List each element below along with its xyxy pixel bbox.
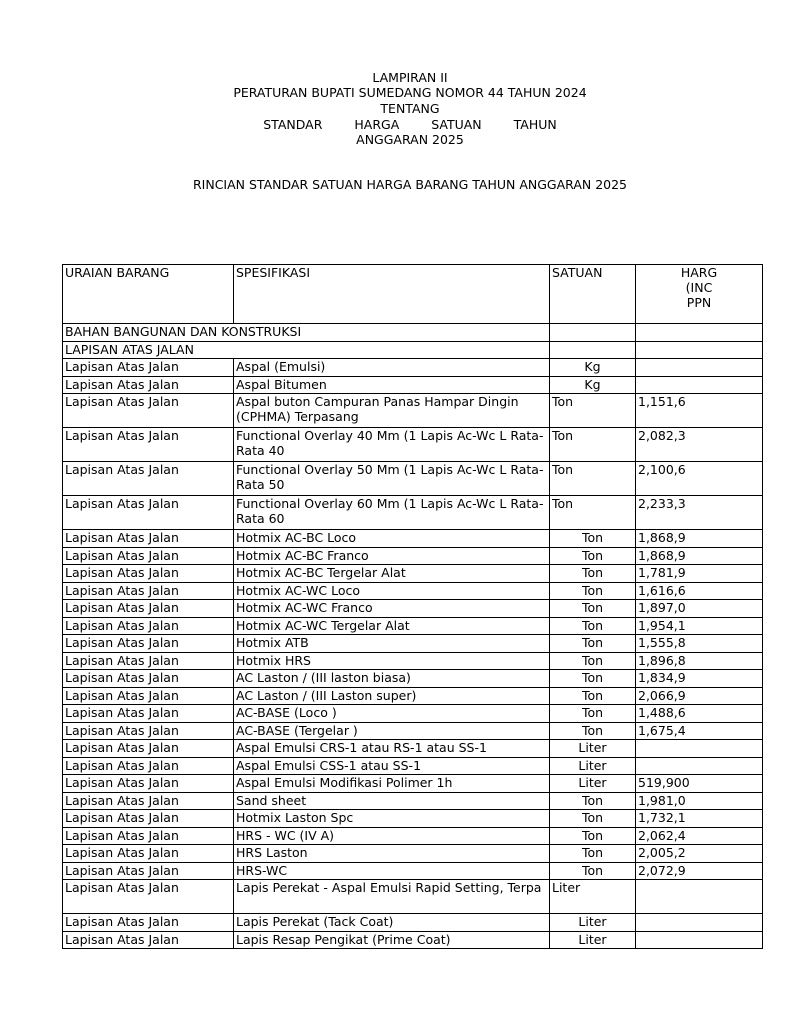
table-row: [63, 792, 763, 810]
cell-satuan: Liter: [550, 775, 636, 793]
cell-harga: 1,897,0: [636, 600, 763, 618]
cell-spesifikasi: AC-BASE (Loco ): [234, 705, 550, 723]
price-table-container: [62, 264, 718, 949]
cell-uraian: Lapisan Atas Jalan: [63, 670, 234, 688]
cell-uraian: Lapisan Atas Jalan: [63, 496, 234, 530]
cell-satuan: Ton: [550, 687, 636, 705]
cell-spesifikasi: Hotmix HRS: [234, 652, 550, 670]
cell-satuan: Ton: [550, 530, 636, 548]
subsection-empty-cell: [636, 341, 763, 359]
cell-satuan: Ton: [550, 792, 636, 810]
cell-satuan: Ton: [550, 394, 636, 428]
regulation-year: ANGGARAN 2025: [356, 132, 464, 147]
table-row: [63, 687, 763, 705]
cell-harga: 1,616,6: [636, 582, 763, 600]
table-row: [63, 810, 763, 828]
price-table: [62, 264, 763, 949]
subsection-empty-cell: [550, 341, 636, 359]
cell-satuan: Ton: [550, 845, 636, 863]
cell-uraian: Lapisan Atas Jalan: [63, 582, 234, 600]
cell-uraian: Lapisan Atas Jalan: [63, 617, 234, 635]
cell-harga: 2,233,3: [636, 496, 763, 530]
regulation-title: PERATURAN BUPATI SUMEDANG NOMOR 44 TAHUN 2024: [233, 85, 587, 100]
cell-uraian: Lapisan Atas Jalan: [63, 775, 234, 793]
cell-spesifikasi: Lapis Perekat - Aspal Emulsi Rapid Setting, Terpa: [234, 880, 550, 914]
cell-harga: 1,488,6: [636, 705, 763, 723]
table-row: [63, 635, 763, 653]
cell-harga: 1,981,0: [636, 792, 763, 810]
cell-uraian: Lapisan Atas Jalan: [63, 740, 234, 758]
cell-spesifikasi: Aspal Emulsi CSS-1 atau SS-1: [234, 757, 550, 775]
cell-satuan: Ton: [550, 722, 636, 740]
cell-harga: 1,954,1: [636, 617, 763, 635]
cell-harga: 2,066,9: [636, 687, 763, 705]
table-header-row: [63, 265, 763, 324]
cell-harga: [636, 880, 763, 914]
table-row: [63, 775, 763, 793]
cell-satuan: Liter: [550, 757, 636, 775]
cell-uraian: Lapisan Atas Jalan: [63, 376, 234, 394]
cell-satuan: Kg: [550, 359, 636, 377]
cell-harga: [636, 931, 763, 949]
cell-harga: 1,555,8: [636, 635, 763, 653]
cell-uraian: Lapisan Atas Jalan: [63, 931, 234, 949]
cell-harga: 1,151,6: [636, 394, 763, 428]
col-header-uraian: URAIAN BARANG: [63, 265, 234, 324]
cell-spesifikasi: Lapis Resap Pengikat (Prime Coat): [234, 931, 550, 949]
table-row: [63, 600, 763, 618]
table-row: [63, 914, 763, 932]
cell-harga: 1,868,9: [636, 547, 763, 565]
cell-satuan: Ton: [550, 565, 636, 583]
cell-harga: [636, 757, 763, 775]
col-header-harga-line3: PPN: [686, 295, 712, 310]
cell-satuan: Ton: [550, 827, 636, 845]
cell-uraian: Lapisan Atas Jalan: [63, 880, 234, 914]
table-row: [63, 547, 763, 565]
cell-harga: 2,082,3: [636, 428, 763, 462]
cell-harga: [636, 359, 763, 377]
cell-spesifikasi: Aspal Emulsi Modifikasi Polimer 1h: [234, 775, 550, 793]
cell-spesifikasi: Hotmix Laston Spc: [234, 810, 550, 828]
cell-satuan: Ton: [550, 810, 636, 828]
table-row: [63, 652, 763, 670]
cell-spesifikasi: Hotmix AC-BC Franco: [234, 547, 550, 565]
cell-uraian: Lapisan Atas Jalan: [63, 359, 234, 377]
cell-uraian: Lapisan Atas Jalan: [63, 635, 234, 653]
table-row: [63, 845, 763, 863]
cell-harga: 1,675,4: [636, 722, 763, 740]
cell-spesifikasi: Hotmix AC-WC Loco: [234, 582, 550, 600]
cell-spesifikasi: Sand sheet: [234, 792, 550, 810]
col-header-satuan: SATUAN: [550, 265, 636, 324]
cell-spesifikasi: AC Laston / (III laston biasa): [234, 670, 550, 688]
cell-satuan: Ton: [550, 547, 636, 565]
cell-uraian: Lapisan Atas Jalan: [63, 722, 234, 740]
cell-harga: 1,781,9: [636, 565, 763, 583]
table-row: [63, 394, 763, 428]
appendix-label: LAMPIRAN II: [372, 70, 448, 85]
table-row: [63, 617, 763, 635]
cell-uraian: Lapisan Atas Jalan: [63, 687, 234, 705]
cell-spesifikasi: AC-BASE (Tergelar ): [234, 722, 550, 740]
cell-satuan: Liter: [550, 880, 636, 914]
subsection-row: [63, 341, 763, 359]
cell-harga: 1,834,9: [636, 670, 763, 688]
section-row: [63, 324, 763, 342]
cell-uraian: Lapisan Atas Jalan: [63, 845, 234, 863]
cell-uraian: Lapisan Atas Jalan: [63, 547, 234, 565]
cell-spesifikasi: Hotmix AC-BC Loco: [234, 530, 550, 548]
cell-spesifikasi: Hotmix AC-BC Tergelar Alat: [234, 565, 550, 583]
cell-satuan: Ton: [550, 600, 636, 618]
cell-uraian: Lapisan Atas Jalan: [63, 810, 234, 828]
cell-harga: 1,732,1: [636, 810, 763, 828]
cell-uraian: Lapisan Atas Jalan: [63, 705, 234, 723]
col-header-spesifikasi: SPESIFIKASI: [234, 265, 550, 324]
table-row: [63, 862, 763, 880]
cell-harga: [636, 376, 763, 394]
cell-spesifikasi: Aspal Bitumen: [234, 376, 550, 394]
cell-uraian: Lapisan Atas Jalan: [63, 757, 234, 775]
cell-satuan: Ton: [550, 582, 636, 600]
cell-uraian: Lapisan Atas Jalan: [63, 394, 234, 428]
table-row: [63, 931, 763, 949]
col-header-harga: [636, 265, 763, 324]
col-header-harga-line1: HARG: [680, 265, 718, 280]
cell-spesifikasi: Functional Overlay 50 Mm (1 Lapis Ac-Wc L Rata-Rata 50: [234, 462, 550, 496]
table-row: [63, 530, 763, 548]
cell-spesifikasi: Aspal Emulsi CRS-1 atau RS-1 atau SS-1: [234, 740, 550, 758]
cell-satuan: Ton: [550, 462, 636, 496]
regulation-about: TENTANG: [380, 101, 440, 116]
table-row: [63, 827, 763, 845]
cell-uraian: Lapisan Atas Jalan: [63, 600, 234, 618]
table-row: [63, 565, 763, 583]
cell-satuan: Ton: [550, 496, 636, 530]
table-row: [63, 880, 763, 914]
col-header-harga-line2: (INC: [685, 280, 713, 295]
cell-harga: 2,062,4: [636, 827, 763, 845]
document-title: RINCIAN STANDAR SATUAN HARGA BARANG TAHUN ANGGARAN 2025: [192, 177, 628, 192]
cell-spesifikasi: Hotmix AC-WC Franco: [234, 600, 550, 618]
table-row: [63, 359, 763, 377]
table-row: [63, 582, 763, 600]
cell-satuan: Ton: [550, 635, 636, 653]
section-label: BAHAN BANGUNAN DAN KONSTRUKSI: [63, 324, 550, 342]
cell-spesifikasi: HRS - WC (IV A): [234, 827, 550, 845]
cell-harga: 2,072,9: [636, 862, 763, 880]
cell-spesifikasi: Aspal buton Campuran Panas Hampar Dingin (CPHMA) Terpasang: [234, 394, 550, 428]
cell-harga: [636, 740, 763, 758]
cell-harga: 2,005,2: [636, 845, 763, 863]
subsection-label: LAPISAN ATAS JALAN: [63, 341, 550, 359]
cell-harga: 1,896,8: [636, 652, 763, 670]
cell-satuan: Ton: [550, 652, 636, 670]
cell-uraian: Lapisan Atas Jalan: [63, 827, 234, 845]
section-empty-cell: [550, 324, 636, 342]
cell-uraian: Lapisan Atas Jalan: [63, 462, 234, 496]
table-row: [63, 722, 763, 740]
cell-spesifikasi: Hotmix AC-WC Tergelar Alat: [234, 617, 550, 635]
cell-harga: [636, 914, 763, 932]
section-empty-cell: [636, 324, 763, 342]
regulation-subject: STANDAR HARGA SATUAN TAHUN: [263, 117, 557, 132]
table-row: [63, 428, 763, 462]
cell-uraian: Lapisan Atas Jalan: [63, 565, 234, 583]
cell-satuan: Ton: [550, 862, 636, 880]
cell-satuan: Liter: [550, 914, 636, 932]
cell-harga: 1,868,9: [636, 530, 763, 548]
cell-spesifikasi: Aspal (Emulsi): [234, 359, 550, 377]
table-row: [63, 705, 763, 723]
cell-satuan: Liter: [550, 740, 636, 758]
table-row: [63, 462, 763, 496]
cell-satuan: Ton: [550, 705, 636, 723]
cell-spesifikasi: HRS-WC: [234, 862, 550, 880]
table-row: [63, 740, 763, 758]
cell-satuan: Ton: [550, 617, 636, 635]
cell-spesifikasi: Functional Overlay 40 Mm (1 Lapis Ac-Wc L Rata-Rata 40: [234, 428, 550, 462]
cell-uraian: Lapisan Atas Jalan: [63, 530, 234, 548]
cell-satuan: Ton: [550, 428, 636, 462]
cell-satuan: Kg: [550, 376, 636, 394]
cell-uraian: Lapisan Atas Jalan: [63, 428, 234, 462]
table-row: [63, 376, 763, 394]
cell-harga: 519,900: [636, 775, 763, 793]
cell-uraian: Lapisan Atas Jalan: [63, 914, 234, 932]
cell-satuan: Liter: [550, 931, 636, 949]
cell-spesifikasi: Hotmix ATB: [234, 635, 550, 653]
cell-uraian: Lapisan Atas Jalan: [63, 792, 234, 810]
cell-spesifikasi: AC Laston / (III Laston super): [234, 687, 550, 705]
table-row: [63, 757, 763, 775]
cell-spesifikasi: HRS Laston: [234, 845, 550, 863]
cell-uraian: Lapisan Atas Jalan: [63, 862, 234, 880]
cell-uraian: Lapisan Atas Jalan: [63, 652, 234, 670]
cell-satuan: Ton: [550, 670, 636, 688]
table-row: [63, 496, 763, 530]
cell-spesifikasi: Lapis Perekat (Tack Coat): [234, 914, 550, 932]
cell-harga: 2,100,6: [636, 462, 763, 496]
table-row: [63, 670, 763, 688]
cell-spesifikasi: Functional Overlay 60 Mm (1 Lapis Ac-Wc L Rata-Rata 60: [234, 496, 550, 530]
